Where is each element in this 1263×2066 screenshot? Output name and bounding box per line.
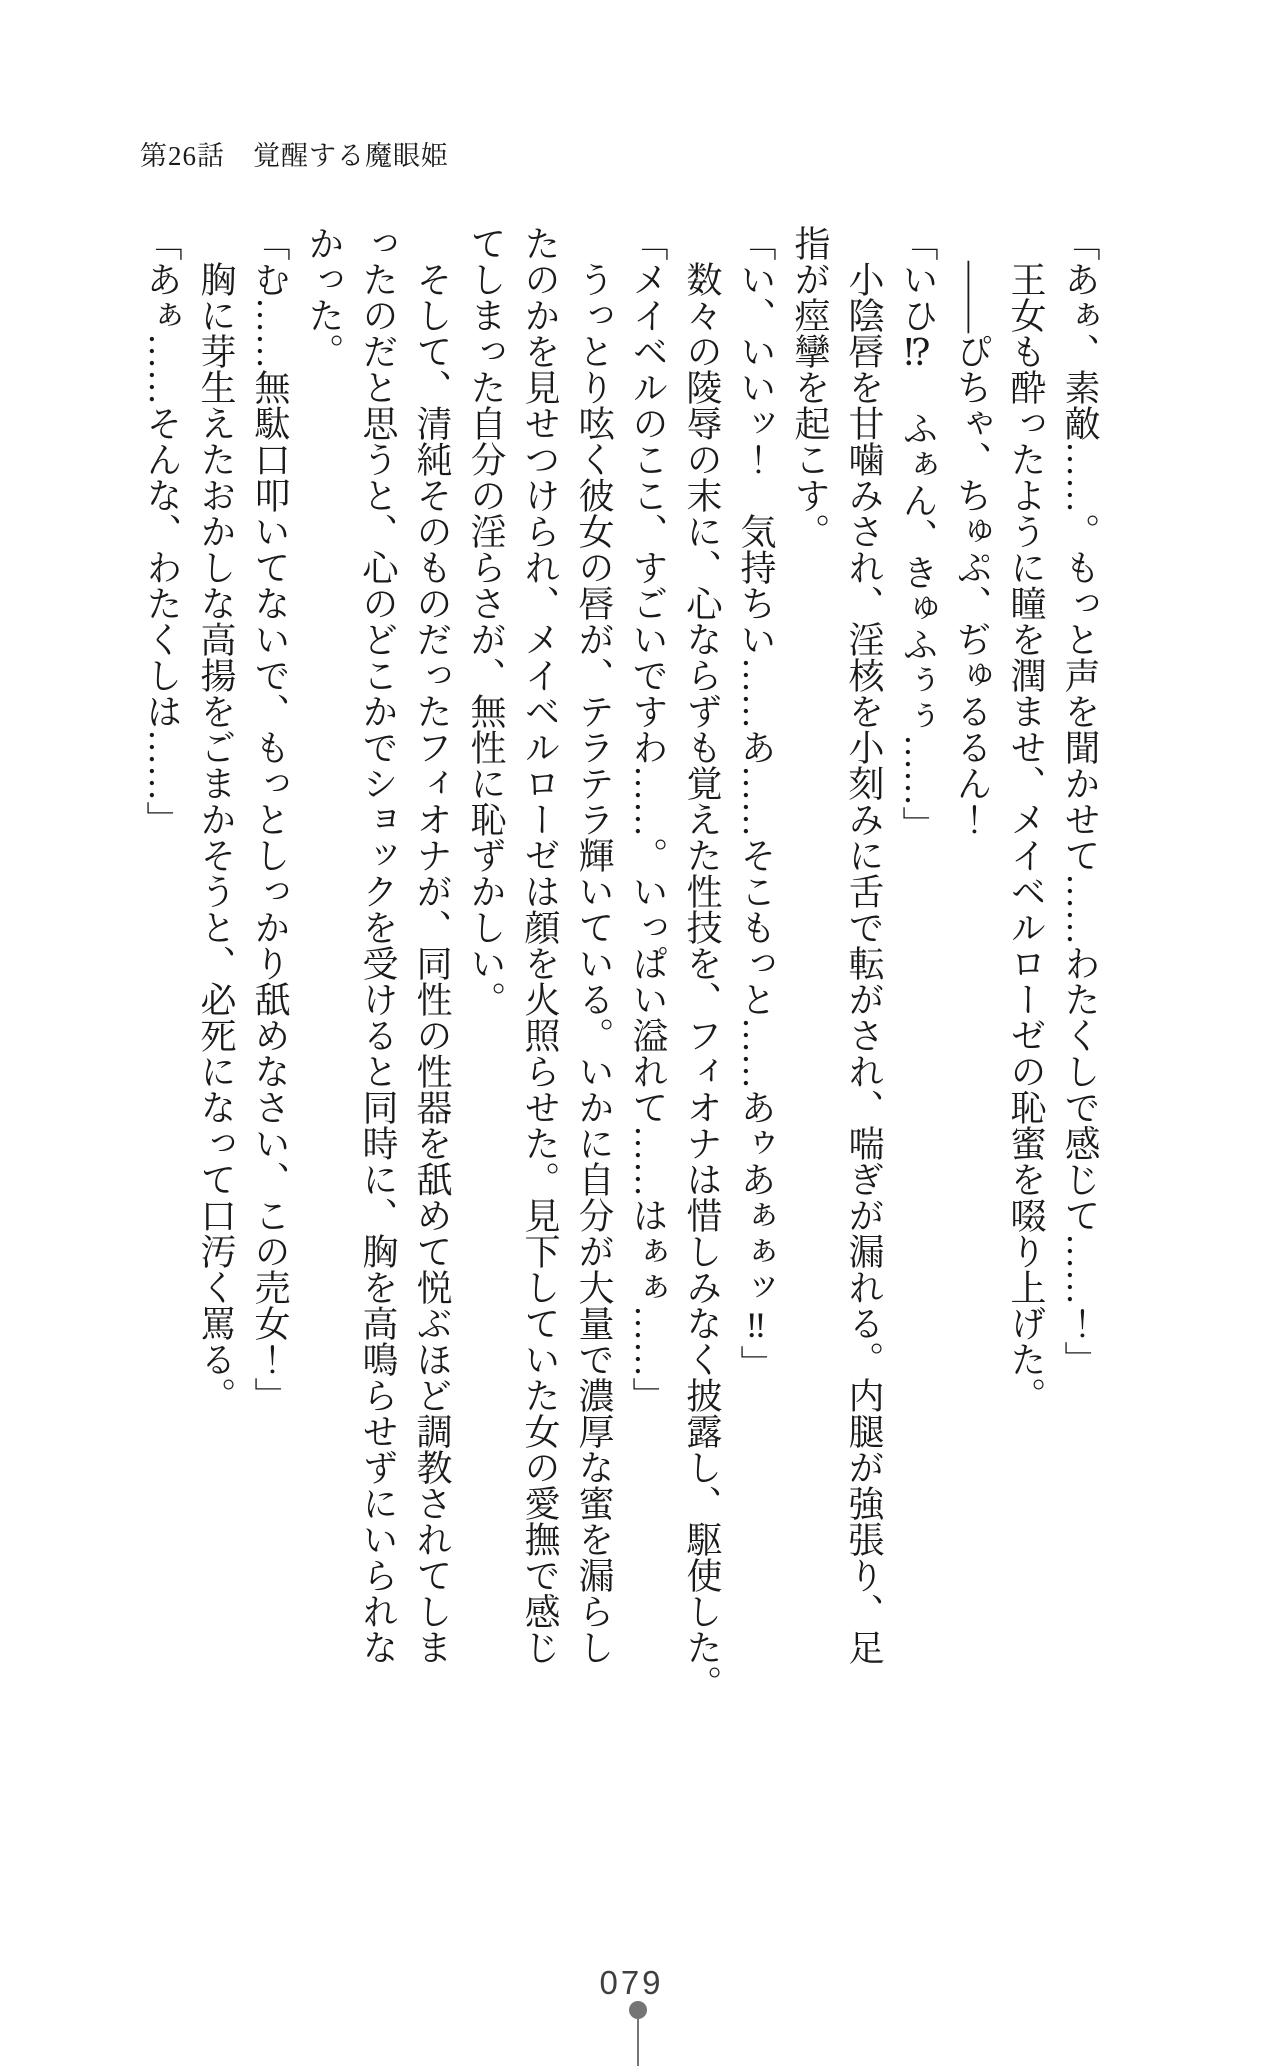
text-line: たのかを見せつけられ、メイベルローゼは顔を火照らせた。見下していた女の愛撫で感じ xyxy=(520,225,560,1665)
text-line: 小陰唇を甘噛みされ、淫核を小刻みに舌で転がされ、喘ぎが漏れる。内腿が強張り、足 xyxy=(844,261,884,1665)
text-line: 「あぁ、素敵……。もっと声を聞かせて……わたくしで感じて……！」 xyxy=(1060,225,1100,1377)
text-line: 指が痙攣を起こす。 xyxy=(790,225,830,549)
text-line: かった。 xyxy=(304,225,344,369)
main-text xyxy=(135,225,1107,1701)
text-line: そして、清純そのものだったフィオナが、同性の性器を舐めて悦ぶほど調教されてしま xyxy=(412,261,452,1665)
text-line: 胸に芽生えたおかしな高揚をごまかそうと、必死になって口汚く罵る。 xyxy=(196,261,236,1413)
text-line: 「メイベルのここ、すごいですわ……。いっぱい溢れて……はぁぁ……」 xyxy=(628,225,668,1413)
text-line: 「いひ⁉ ふぁん、きゅふぅぅ……」 xyxy=(898,225,938,842)
page-number: 079 xyxy=(599,1964,664,2001)
text-line: てしまった自分の淫らさが、無性に恥ずかしい。 xyxy=(466,225,506,1017)
text-line: ――ぴちゃ、ちゅぷ、ぢゅるるん！ xyxy=(952,261,992,837)
text-line: うっとり呟く彼女の唇が、テラテラ輝いている。いかに自分が大量で濃厚な蜜を漏らし xyxy=(574,261,614,1665)
text-line: 「む……無駄口叩いてないで、もっとしっかり舐めなさい、この売女！」 xyxy=(250,225,290,1413)
text-line: ったのだと思うと、心のどこかでショックを受けると同時に、胸を高鳴らせずにいられな xyxy=(358,225,398,1665)
text-line: 王女も酔ったように瞳を潤ませ、メイベルローゼの恥蜜を啜り上げた。 xyxy=(1006,261,1046,1413)
chapter-header: 第26話 覚醒する魔眼姫 xyxy=(140,141,449,171)
text-line: 数々の陵辱の末に、心ならずも覚えた性技を、フィオナは惜しみなく披露し、駆使した。 xyxy=(682,261,722,1701)
text-line: 「い、いいッ！ 気持ちい……あ……そこもっと……あゥあぁぁッ‼」 xyxy=(736,225,776,1381)
footer-line-ornament xyxy=(637,2017,639,2066)
text-line: 「あぁ……そんな、わたくしは……」 xyxy=(142,225,182,837)
